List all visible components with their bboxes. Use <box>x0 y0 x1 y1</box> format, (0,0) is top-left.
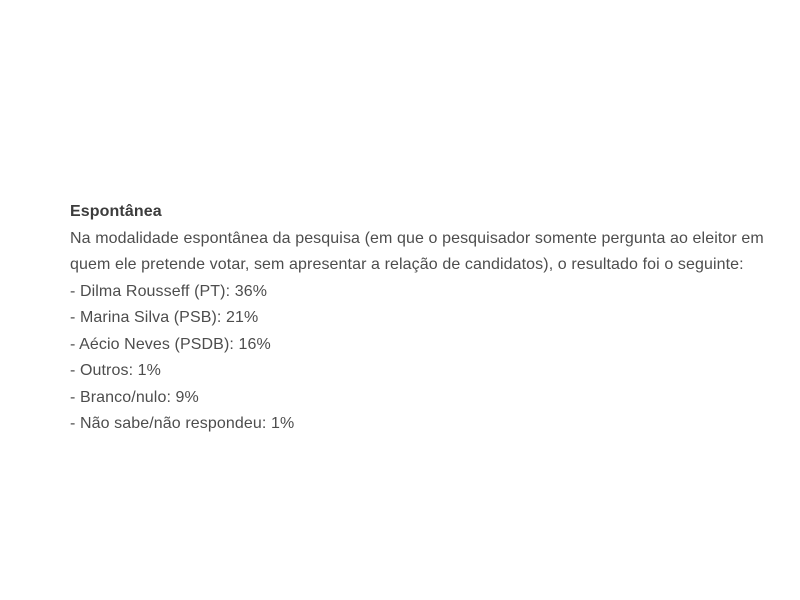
result-item: - Dilma Rousseff (PT): 36% <box>70 282 268 300</box>
result-item: - Outros: 1% <box>70 362 162 379</box>
result-item: - Não sabe/não respondeu: 1% <box>70 415 295 432</box>
result-item: - Marina Silva (PSB): 21% <box>70 309 259 326</box>
result-item: - Aécio Neves (PSDB): 16% <box>70 335 271 353</box>
section-heading: Espontânea <box>70 203 162 220</box>
results-list <box>70 279 785 438</box>
intro-paragraph: Na modalidade espontânea da pesquisa (em que o pesquisador somente pergunta ao eleitor em quem ele pretende votar, sem apresentar a relação de candidatos), o resultado foi o seguinte: <box>70 229 764 273</box>
poll-excerpt <box>70 199 785 438</box>
result-item: - Branco/nulo: 9% <box>70 388 199 406</box>
